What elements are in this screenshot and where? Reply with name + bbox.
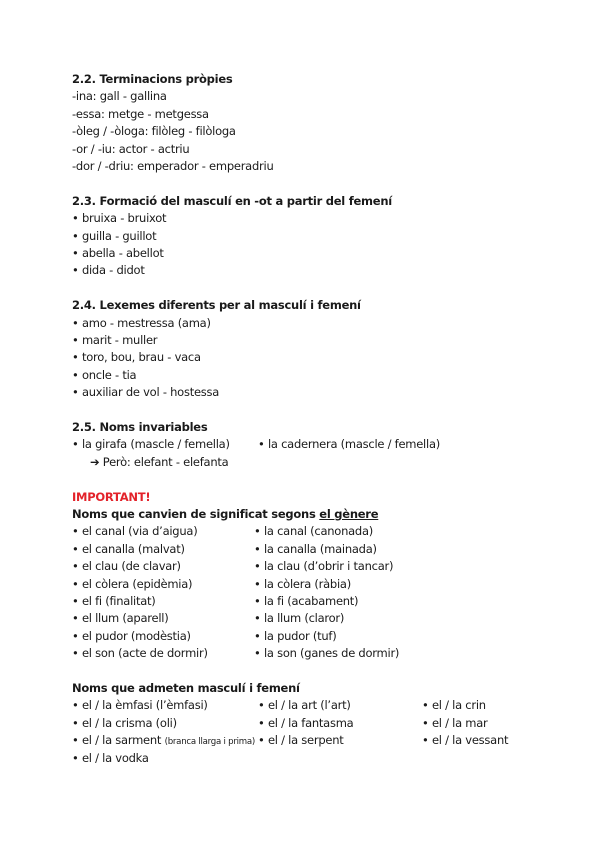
ending-line: -òleg / -òloga: filòleg - filòloga [72, 124, 236, 139]
masculine-item: • el pudor (modèstia) [72, 628, 191, 643]
feminine-item: • la canalla (mainada) [254, 541, 377, 556]
meaning-row [72, 541, 572, 558]
both-row [72, 732, 572, 749]
list-item: • amo - mestressa (ama) [72, 315, 211, 330]
meaning-row [72, 645, 572, 662]
list-item: • el / la fantasma [258, 715, 354, 730]
list-item: • la cadernera (mascle / femella) [258, 437, 440, 452]
both-row [72, 715, 572, 732]
list-item: • oncle - tia [72, 367, 137, 382]
meaning-row [72, 610, 572, 627]
meaning-row [72, 628, 572, 645]
list-item: • abella - abellot [72, 246, 164, 261]
list-item: • el / la art (l’art) [258, 698, 351, 713]
masculine-item: • el canal (via d’aigua) [72, 524, 198, 539]
meaning-row [72, 576, 572, 593]
masculine-item: • el son (acte de dormir) [72, 646, 208, 661]
list-item: • guilla - guillot [72, 228, 157, 243]
feminine-item: • la llum (claror) [254, 611, 345, 626]
meaning-row [72, 593, 572, 610]
section-2-4-title: 2.4. Lexemes diferents per al masculí i femení [72, 298, 361, 313]
ending-line: -ina: gall - gallina [72, 89, 167, 104]
subtitle-text: Noms que canvien de significat segons [72, 507, 320, 522]
feminine-item: • la son (ganes de dormir) [254, 646, 400, 661]
both-row [72, 697, 572, 714]
list-item: • toro, bou, brau - vaca [72, 350, 201, 365]
masculine-item: • el còlera (epidèmia) [72, 576, 193, 591]
section-2-3-title: 2.3. Formació del masculí en -ot a partir del femení [72, 193, 392, 208]
invariable-row [72, 436, 572, 453]
meaning-change-subtitle [72, 506, 572, 523]
ending-line: -dor / -driu: emperador - emperadriu [72, 159, 274, 174]
document-page [72, 71, 572, 767]
list-item [72, 732, 255, 751]
feminine-item: • la canal (canonada) [254, 524, 373, 539]
list-item: • el / la mar [422, 715, 488, 730]
important-label: IMPORTANT! [72, 489, 151, 504]
subtitle-underlined: el gènere [319, 507, 379, 522]
meaning-row [72, 523, 572, 540]
item-note: (branca llarga i prima) [164, 737, 255, 748]
list-item: • bruixa - bruixot [72, 211, 167, 226]
feminine-item: • la còlera (ràbia) [254, 576, 351, 591]
ending-line: -essa: metge - metgessa [72, 106, 209, 121]
list-item: • dida - didot [72, 263, 145, 278]
note-line: ➔ Però: elefant - elefanta [90, 454, 229, 469]
both-genders-title: Noms que admeten masculí i femení [72, 681, 300, 695]
list-item: • el / la crin [422, 698, 486, 713]
list-item: • el / la crisma (oli) [72, 715, 177, 730]
feminine-item: • la fi (acabament) [254, 594, 359, 609]
ending-line: -or / -iu: actor - actriu [72, 141, 190, 156]
meaning-row [72, 558, 572, 575]
masculine-item: • el canalla (malvat) [72, 541, 185, 556]
section-2-2-title: 2.2. Terminacions pròpies [72, 72, 233, 86]
feminine-item: • la clau (d’obrir i tancar) [254, 559, 394, 574]
list-item: • el / la èmfasi (l’èmfasi) [72, 698, 208, 713]
list-item: • la girafa (mascle / femella) [72, 437, 230, 452]
list-item: • el / la vessant [422, 733, 509, 748]
section-2-5-title: 2.5. Noms invariables [72, 420, 208, 435]
masculine-item: • el clau (de clavar) [72, 559, 181, 574]
list-item: • el / la vodka [72, 750, 149, 765]
list-item: • auxiliar de vol - hostessa [72, 385, 220, 400]
masculine-item: • el fi (finalitat) [72, 594, 156, 609]
list-item: • marit - muller [72, 333, 158, 348]
item-text: • el / la sarment [72, 733, 165, 748]
masculine-item: • el llum (aparell) [72, 611, 169, 626]
feminine-item: • la pudor (tuf) [254, 628, 337, 643]
list-item: • el / la serpent [258, 733, 344, 748]
